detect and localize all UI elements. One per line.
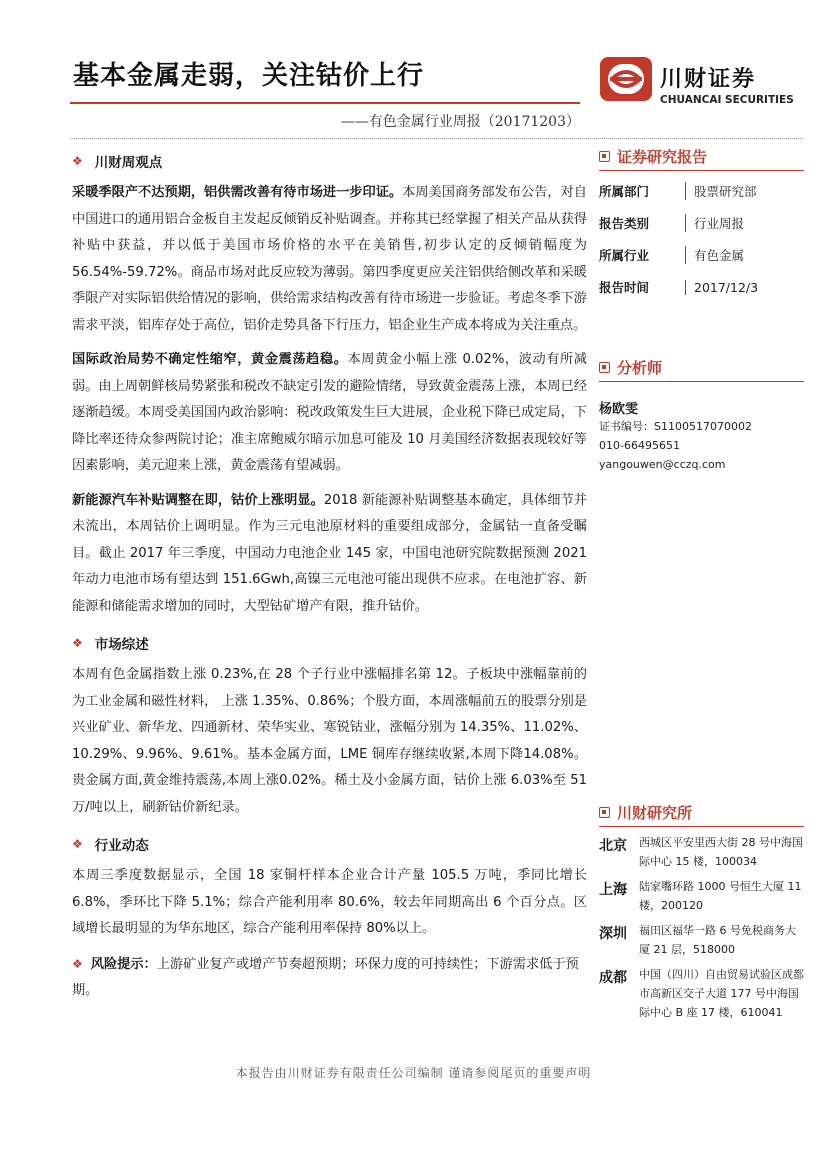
info-value: 股票研究部 [685, 182, 757, 200]
info-label: 报告类别 [599, 216, 650, 231]
company-logo-en: CHUANCAI SECURITIES [660, 94, 794, 106]
market-title: 市场综述 [94, 637, 149, 653]
company-logo-icon [598, 55, 654, 103]
report-info-title: 证券研究报告 [617, 147, 708, 166]
main-content [72, 142, 587, 1005]
office-address: 西城区平安里西大街 28 号中海国际中心 15 楼，100034 [639, 836, 803, 868]
analyst-section-title: 分析师 [617, 358, 663, 377]
market-paragraph: 本周有色金属指数上涨 0.23%,在 28 个子行业中涨幅排名第 12。子板块中涨幅靠前的为工业金属和磁性材料， 上涨 1.35%、0.86%；个股方面，本周涨幅前五的股票分别是兴业矿业、新华龙、四通新材、荣华实业、寒锐钴业，涨幅分别为 14.35%、11.02%、10.29%、9.96%、9.61%。基本金属方面，LME 铜库存继续收紧,本周下降14.08%。贵金属方面,黄金维持震荡,本周上涨0.02%。稀土及小金属方面，钴价上涨 6.03%至 51 万/吨以上，刷新钴价新纪录。 [72, 667, 587, 815]
info-label: 所属部门 [599, 184, 650, 199]
market-section-head [72, 628, 587, 658]
aluminum-body: 本周美国商务部发布公告，对自中国进口的通用铝合金板自主发起反倾销反补贴调查。并称其已经掌握了相关产品从获得补贴中获益，并以低于美国市场价格的水平在美销售,初步认定的反倾销幅度为 56.54%-59.72%。商品市场对此反应较为薄弱。第四季度更应关注铝供给侧改革和采暖季限产对实际铝供给情况的影响，供给需求结构改善有待市场进一步验证。考虑冬季下游需求平淡，铝库存处于高位，铝价走势具备下行压力，铝企业生产成本将成为关注重点。 [72, 185, 587, 333]
report-info-head [599, 142, 804, 171]
office-address: 福田区福华一路 6 号免税商务大厦 21 层，518000 [639, 924, 796, 956]
sidebar [599, 142, 804, 474]
office-city: 成都 [599, 970, 627, 986]
diamond-bullet-icon: ❖ [72, 154, 83, 168]
info-label: 报告时间 [599, 280, 650, 295]
office-chengdu [599, 965, 804, 1022]
viewpoint-section-head [72, 146, 587, 176]
institute-head [599, 798, 804, 827]
institute-title: 川财研究所 [617, 803, 693, 822]
section-square-icon [599, 362, 610, 373]
info-row-industry [599, 239, 804, 271]
office-city: 北京 [599, 838, 627, 854]
title-divider [70, 102, 580, 104]
header-dotted-divider [70, 138, 803, 139]
info-label: 所属行业 [599, 248, 650, 263]
cobalt-body: 2018 新能源补贴调整基本确定，具体细节并未流出，本周钴价上调明显。作为三元电池原材料的重要组成部分，金属钴一直备受瞩目。截止 2017 年三季度，中国动力电池企业 145 家，中国电池研究院数据预测 2021 年动力电池市场有望达到 151.6Gwh,高镍三元电池可能出现供不应求。在电池扩容、新能源和储能需求增加的同时，大型钴矿增产有限，推升钴价。 [72, 492, 587, 614]
office-address: 陆家嘴环路 1000 号恒生大厦 11 楼，200120 [639, 880, 802, 912]
info-row-category [599, 207, 804, 239]
company-logo-cn: 川财证券 [660, 67, 757, 92]
viewpoint-paragraph-cobalt [72, 488, 587, 621]
analyst-name: 杨欧雯 [599, 402, 639, 417]
info-value: 2017/12/3 [685, 280, 758, 295]
office-address: 中国（四川）自由贸易试验区成都市高新区交子大道 177 号中海国际中心 B 座 17 楼，610041 [639, 968, 804, 1019]
info-row-date [599, 271, 804, 303]
office-city: 深圳 [599, 926, 627, 942]
industry-title: 行业动态 [94, 838, 149, 854]
office-shanghai [599, 877, 804, 915]
diamond-bullet-icon: ❖ [72, 956, 83, 971]
risk-label: 风险提示： [90, 956, 157, 972]
page-title: 基本金属走弱，关注钴价上行 [73, 61, 425, 91]
cobalt-lead: 新能源汽车补贴调整在即，钴价上涨明显。 [72, 492, 324, 508]
institute-block [599, 798, 804, 1022]
risk-warning [72, 951, 587, 1005]
viewpoint-paragraph-gold [72, 347, 587, 480]
gold-lead: 国际政治局势不确定性缩窄，黄金震荡趋稳。 [72, 352, 348, 367]
info-value: 有色金属 [685, 246, 744, 264]
analyst-email[interactable]: yangouwen@cczq.com [599, 458, 726, 471]
office-beijing [599, 833, 804, 871]
analyst-cert: 证书编号：S1100517070002 [599, 420, 752, 433]
industry-section-head [72, 829, 587, 859]
section-square-icon [599, 151, 610, 162]
aluminum-lead: 采暖季限产不达预期，铝供需改善有待市场进一步印证。 [72, 185, 403, 200]
report-subtitle: ——有色金属行业周报（20171203） [340, 114, 580, 130]
industry-paragraph: 本周三季度数据显示，全国 18 家铜杆样本企业合计产量 105.5 万吨，季同比增长 6.8%，季环比下降 5.1%；综合产能利用率 80.6%，较去年同期高出 6 个百分点。区域增长最明显的为华东地区，综合产能利用率保持 80%以上。 [72, 868, 587, 936]
info-row-department [599, 175, 804, 207]
page-footer: 本报告由川财证券有限责任公司编制 谨请参阅尾页的重要声明 [235, 1066, 592, 1080]
info-value: 行业周报 [685, 214, 744, 232]
section-square-icon [599, 807, 610, 818]
diamond-bullet-icon: ❖ [72, 636, 83, 650]
gold-body: 本周黄金小幅上涨 0.02%，波动有所减弱。由上周朝鲜核局势紧张和税改不缺定引发的避险情绪，导致黄金震荡上涨，本周已经逐渐趋缓。本周受美国国内政治影响：税改政策发生巨大进展，企业税下降已成定局，下降比率还待众参两院讨论；准主席鲍威尔暗示加息可能及 10 月美国经济数据表现较好等因素影响，美元迎来上涨，黄金震荡有望减弱。 [72, 352, 587, 473]
viewpoint-paragraph-aluminum [72, 180, 587, 339]
analyst-phone: 010-66495651 [599, 439, 680, 452]
diamond-bullet-icon: ❖ [72, 837, 83, 851]
office-city: 上海 [599, 882, 627, 898]
viewpoint-title: 川财周观点 [94, 155, 163, 171]
office-shenzhen [599, 921, 804, 959]
analyst-head [599, 353, 804, 382]
risk-body: 上游矿业复产或增产节奏超预期；环保力度的可持续性；下游需求低于预期。 [72, 956, 579, 998]
